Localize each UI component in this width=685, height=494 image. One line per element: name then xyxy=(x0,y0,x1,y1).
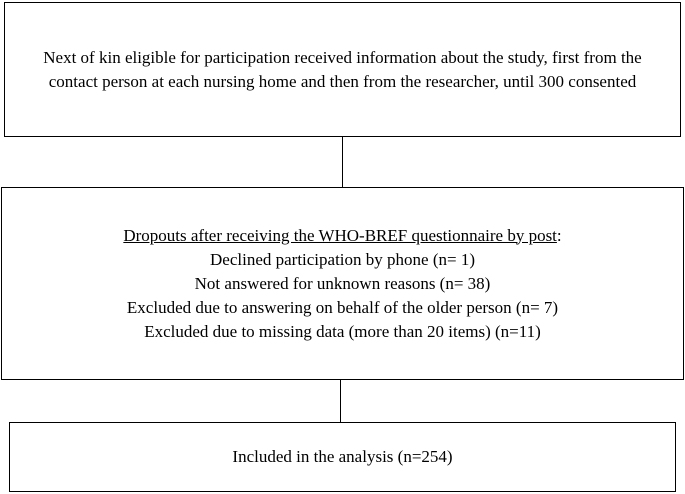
connector-line-1 xyxy=(342,137,343,187)
included-text: Included in the analysis (n=254) xyxy=(232,447,453,466)
connector-line-2 xyxy=(340,380,341,422)
dropout-item-not-answered: Not answered for unknown reasons (n= 38) xyxy=(194,273,491,293)
dropout-item-declined: Declined participation by phone (n= 1) xyxy=(210,249,475,269)
recruitment-text: Next of kin eligible for participation received information about the study, first from the contact person at each nursing home and then from the researcher, until 300 consented xyxy=(43,47,642,91)
dropouts-heading xyxy=(123,224,561,248)
dropouts-box xyxy=(1,187,684,380)
recruitment-box xyxy=(4,2,681,137)
dropouts-heading-colon: : xyxy=(556,225,562,245)
dropouts-heading-text: Dropouts after receiving the WHO-BREF questionnaire by post xyxy=(123,225,557,245)
included-box xyxy=(9,422,676,492)
dropout-item-excluded-behalf: Excluded due to answering on behalf of the older person (n= 7) xyxy=(126,297,559,317)
dropout-item-excluded-missing: Excluded due to missing data (more than 20 items) (n=11) xyxy=(144,321,541,341)
